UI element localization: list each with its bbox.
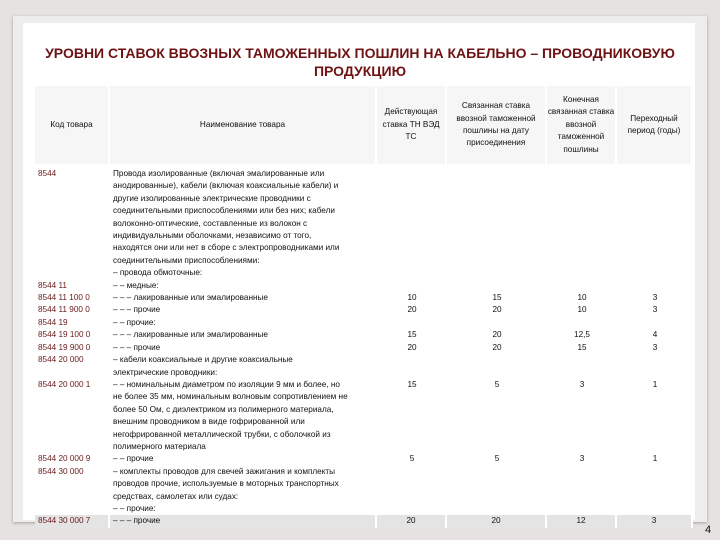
current-rate: 15 [407,330,417,340]
header-current-rate: Действующая ставка ТН ВЭД ТС [377,86,447,164]
transition-years: 4 [652,330,658,340]
final-rate [547,466,617,516]
table-row [35,317,693,329]
transition-years: 1 [652,454,658,464]
product-code: 8544 30 000 7 [35,515,110,527]
final-rate: 12,5 [574,330,590,340]
current-rate: 5 [409,454,415,464]
table-body [35,164,693,528]
bound-rate: 20 [447,515,547,527]
transition-years [617,317,693,329]
table-row [35,168,693,280]
product-description: – – – лакированные или эмалированные [113,330,268,340]
bound-rate [447,466,547,516]
transition-years [617,280,693,292]
final-rate [547,354,617,379]
transition-years [617,168,693,280]
final-rate: 10 [577,305,587,315]
product-description: – кабели коаксиальные и другие коаксиальные электрические проводники: [113,355,293,377]
product-description: Провода изолированные (включая эмалированные или анодированные), кабели (включая коаксиальные кабели) и другие изолированные электрические проводники с соединительными приспособлениями или без них; кабели волоконно-оптические, составленные из волокон с индивидуальными оболочками, независимо от того, находятся они или нет в сборе с электропроводниками или соединительными приспособлениями: – провода обмоточные: [113,169,340,278]
bound-rate [447,280,547,292]
product-description: – – – прочие [113,305,161,315]
table-row [35,466,693,516]
header-name: Наименование товара [110,86,377,164]
transition-years [617,466,693,516]
current-rate [377,168,447,280]
current-rate: 10 [407,293,417,303]
table-row [35,453,693,465]
product-description: – – номинальным диаметром по изоляции 9 мм и более, но не более 35 мм, номинальным волновым сопротивлением не более 50 Ом, с диэлектриком из полимерного материала, внешним проводником в виде гофрированной или негофрированной металлической трубки, с оболочкой из полимерного материала [113,379,348,451]
transition-years: 3 [617,515,693,527]
current-rate: 20 [407,305,417,315]
product-description: – – медные: [113,280,159,290]
product-description: – – – прочие [110,515,377,527]
final-rate [547,317,617,329]
product-code: 8544 20 000 1 [38,379,91,389]
product-code: 8544 20 000 [38,355,84,365]
final-rate: 10 [577,293,587,303]
current-rate [377,354,447,379]
bound-rate [447,168,547,280]
product-code: 8544 11 [38,280,67,290]
header-bound-rate-accession: Связанная ставка ввозной таможенной пошлины на дату присоединения [447,86,547,164]
bound-rate [447,317,547,329]
current-rate: 20 [407,342,417,352]
transition-years: 3 [652,305,658,315]
product-description: – – – прочие [113,342,161,352]
table-row [35,379,693,453]
product-description: – – прочие [113,454,154,464]
product-code: 8544 11 100 0 [38,293,90,303]
product-description: – – – лакированные или эмалированные [113,293,268,303]
transition-years: 1 [652,379,658,389]
header-code: Код товара [35,86,110,164]
current-rate [377,317,447,329]
bound-rate: 20 [492,305,502,315]
final-rate [547,168,617,280]
transition-years [617,354,693,379]
table-row [35,342,693,354]
slide-title: УРОВНИ СТАВОК ВВОЗНЫХ ТАМОЖЕННЫХ ПОШЛИН НА КАБЕЛЬНО – ПРОВОДНИКОВУЮ ПРОДУКЦИЮ [45,45,675,79]
transition-years: 3 [652,293,658,303]
product-code: 8544 19 900 0 [38,342,91,352]
header-final-bound-rate: Конечная связанная ставка ввозной таможенной пошлины [547,86,617,164]
current-rate [377,280,447,292]
bound-rate: 15 [492,293,502,303]
header-transition-period: Переходный период (годы) [617,86,693,164]
transition-years: 3 [652,342,658,352]
final-rate: 15 [577,342,587,352]
table-row [35,292,693,304]
table-header [35,86,693,164]
final-rate: 3 [579,454,585,464]
bound-rate: 20 [492,330,502,340]
bound-rate: 5 [494,379,500,389]
bound-rate [447,354,547,379]
table-row [35,280,693,292]
final-rate [547,280,617,292]
table-row [35,304,693,316]
page-number: 4 [705,524,712,536]
final-rate: 12 [547,515,617,527]
table-row [35,515,693,527]
table-row [35,354,693,379]
table-row [35,329,693,341]
product-code: 8544 30 000 [38,466,84,476]
product-description: – комплекты проводов для свечей зажигания и комплекты проводов прочие, используемые в моторных транспортных средствах, самолетах или судах: – – прочие: [113,466,339,513]
product-code: 8544 [38,169,57,178]
product-code: 8544 20 000 9 [38,454,91,464]
product-code: 8544 11 900 0 [38,305,90,315]
product-code: 8544 19 [38,317,68,327]
product-code: 8544 19 100 0 [38,330,91,340]
final-rate: 3 [579,379,585,389]
bound-rate: 20 [492,342,502,352]
current-rate: 20 [377,515,447,527]
current-rate: 15 [407,379,417,389]
tariff-table [35,86,693,528]
bound-rate: 5 [494,454,500,464]
current-rate [377,466,447,516]
product-description: – – прочие: [113,317,156,327]
